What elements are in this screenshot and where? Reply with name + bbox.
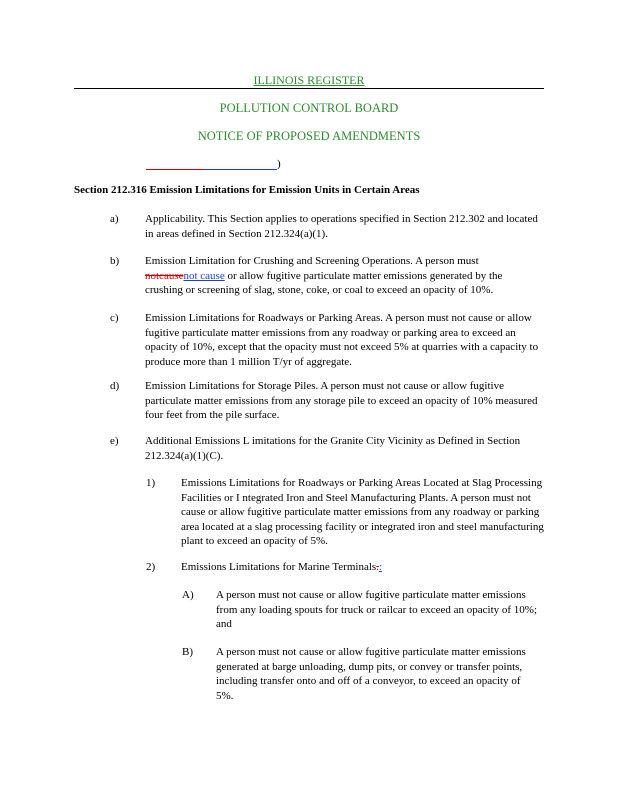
inserted-text: not cause [183,269,225,282]
notice-title: NOTICE OF PROPOSED AMENDMENTS [197,129,421,143]
item-b-line2-rest: or allow fugitive particulate matter emissions generated by the [224,269,503,282]
item-c-label: c) [110,312,119,324]
inserted-colon: : [378,561,382,573]
deleted-period: . [376,561,379,573]
section-title: Section 212.316 Emission Limitations for Emission Units in Certain Areas [74,184,420,196]
item-b-text [145,254,550,298]
item-d-text: Emission Limitations for Storage Piles. A person must not cause or allow fugitive particulate matter emissions from any storage pile to exceed an opacity of 10% measured four feet from the pile surface. [145,380,538,422]
item-b-label: b) [110,255,120,267]
item-e2-title: Emissions Limitations for Marine Terminals [181,561,377,573]
deleted-marker [146,159,204,170]
item-e2b-text: A person must not cause or allow fugitive particulate matter emissions generated at barge unloading, dump pits, or convey or transfer points, including transfer onto and off of a conveyor, to exceed an opacity of 5%. [216,646,526,702]
item-e2a-text: A person must not cause or allow fugitive particulate matter emissions from any loading spouts for truck or railcar to exceed an opacity of 10%; and [216,589,538,631]
item-c-text: Emission Limitations for Roadways or Parking Areas. A person must not cause or allow fugitive particulate matter emissions from any roadway or parking area to exceed an opacity of 10%, except that the opacity must not exceed 5% at quarries with a capacity to produce more than 1 million T/yr of aggregate. [145,312,539,368]
revision-marker [146,158,281,170]
item-a-text: Applicability. This Section applies to operations specified in Section 212.302 and located in areas defined in Section 212.324(a)(1). [145,213,538,240]
item-a-label: a) [110,213,119,225]
board-title: POLLUTION CONTROL BOARD [219,101,399,115]
item-e1-text: Emissions Limitations for Roadways or Parking Areas Located at Slag Processing Facilities or I ntegrated Iron and Steel Manufacturing Plants. A person must not cause or allow fugitive particulate matter emissions from any roadway or parking area located at a slag processing facility or integrated iron and steel manufacturing plant to exceed an opacity of 5%. [181,477,544,548]
item-d-label: d) [110,380,120,392]
item-b-line1: Emission Limitation for Crushing and Screening Operations. A person must [145,255,479,267]
item-b-line2 [145,269,550,284]
item-e-label: e) [110,435,119,447]
marker-paren: ) [277,158,281,170]
deleted-text: notcause [145,269,184,282]
item-e1-label: 1) [146,477,156,489]
item-e2-text [181,560,545,575]
inserted-marker [204,159,277,170]
item-e-text: Additional Emissions L imitations for the Granite City Vicinity as Defined in Section 212.324(a)(1)(C). [145,435,521,462]
item-e2-label: 2) [146,561,156,573]
item-b-line3: crushing or screening of slag, stone, coke, or coal to exceed an opacity of 10%. [145,284,494,297]
item-e2a-label: A) [182,589,194,601]
register-header-line [74,73,544,89]
register-title: ILLINOIS REGISTER [253,73,365,87]
item-e2b-label: B) [182,646,193,658]
